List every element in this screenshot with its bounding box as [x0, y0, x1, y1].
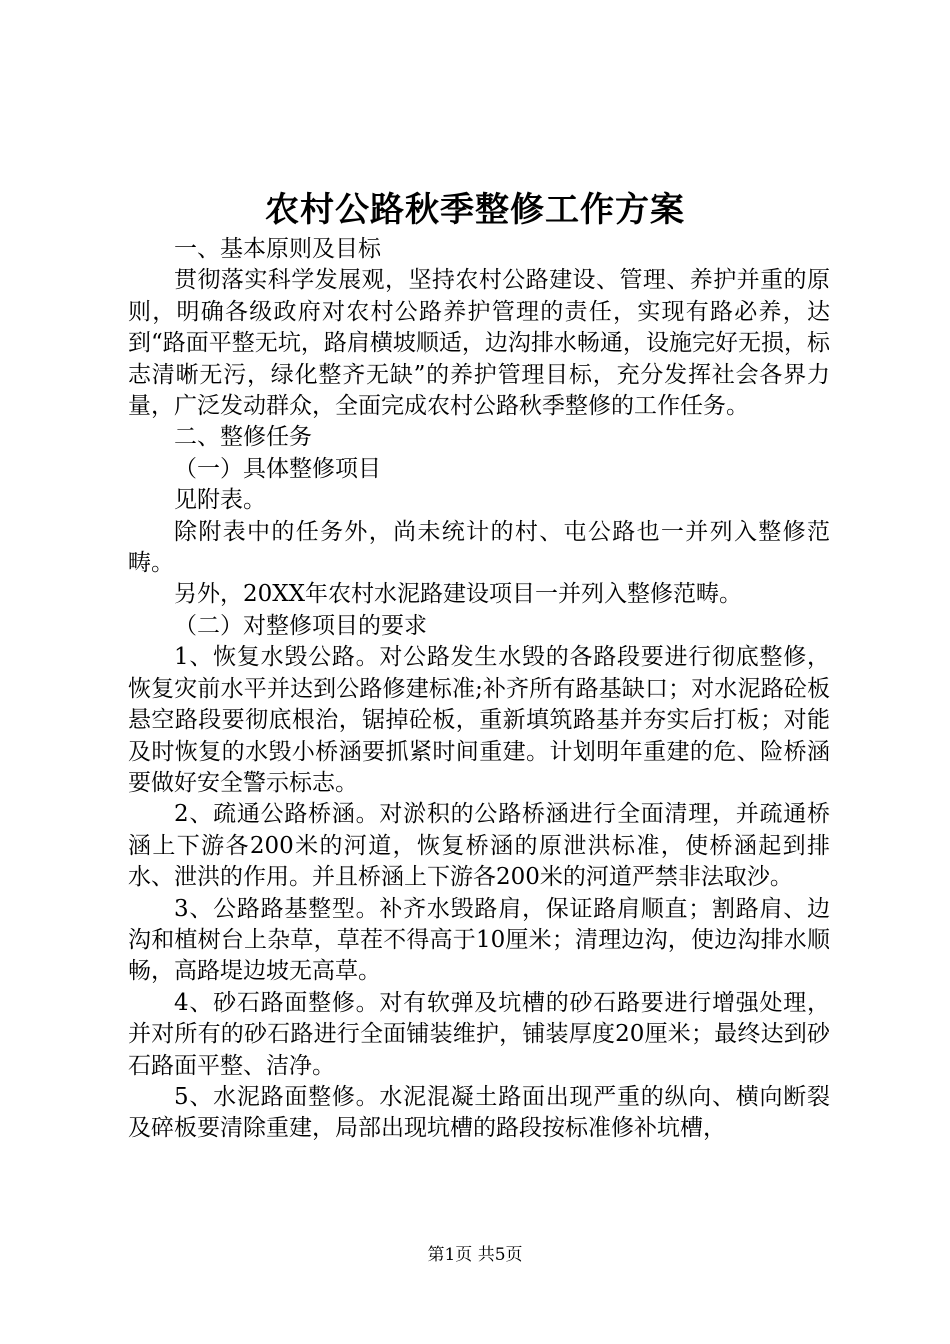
heading-basic-principles: 一、基本原则及目标 — [174, 236, 381, 262]
subheading-requirements: （二）对整修项目的要求 — [174, 612, 427, 639]
paragraph-extra-roads: 除附表中的任务外，尚未统计的村、屯公路也一并列入整修范畴。 — [128, 518, 830, 577]
paragraph-item-4: 4、砂石路面整修。对有软弹及坑槽的砂石路要进行增强处理，并对所有的砂石路进行全面铺装维护，铺装厚度20厘米；最终达到砂石路面平整、洁净。 — [128, 989, 830, 1079]
paragraph-see-appendix: 见附表。 — [174, 487, 266, 514]
document-body — [128, 234, 830, 1145]
paragraph-item-5: 5、水泥路面整修。水泥混凝土路面出现严重的纵向、横向断裂及碎板要清除重建，局部出现坑槽的路段按标准修补坑槽， — [128, 1083, 830, 1142]
document-title: 农村公路秋季整修工作方案 — [265, 190, 685, 230]
paragraph-item-2: 2、疏通公路桥涵。对淤积的公路桥涵进行全面清理，并疏通桥涵上下游各200米的河道，恢复桥涵的原泄洪标准，使桥涵起到排水、泄洪的作用。并且桥涵上下游各200米的河道严禁非法取沙。 — [128, 801, 830, 891]
heading-tasks: 二、整修任务 — [174, 424, 312, 451]
page-footer: 第1页 共5页 — [427, 1245, 523, 1265]
paragraph-item-1: 1、恢复水毁公路。对公路发生水毁的各路段要进行彻底整修，恢复灾前水平并达到公路修建标准;补齐所有路基缺口；对水泥路砼板悬空路段要彻底根治，锯掉砼板，重新填筑路基并夯实后打板；对能及时恢复的水毁小桥涵要抓紧时间重建。计划明年重建的危、险桥涵要做好安全警示标志。 — [128, 644, 830, 796]
paragraph-item-3: 3、公路路基整型。补齐水毁路肩，保证路肩顺直；割路肩、边沟和植树台上杂草，草茬不得高于10厘米；清理边沟，使边沟排水顺畅，高路堤边坡无高草。 — [128, 895, 830, 985]
paragraph-principles: 贯彻落实科学发展观，坚持农村公路建设、管理、养护并重的原则，明确各级政府对农村公路养护管理的责任，实现有路必养，达到“路面平整无坑，路肩横坡顺适，边沟排水畅通，设施完好无损，标志清晰无污，绿化整齐无缺”的养护管理目标，充分发挥社会各界力量，广泛发动群众，全面完成农村公路秋季整修的工作任务。 — [128, 267, 830, 420]
subheading-projects: （一）具体整修项目 — [174, 455, 381, 482]
paragraph-cement-roads: 另外，20XX年农村水泥路建设项目一并列入整修范畴。 — [174, 581, 743, 608]
